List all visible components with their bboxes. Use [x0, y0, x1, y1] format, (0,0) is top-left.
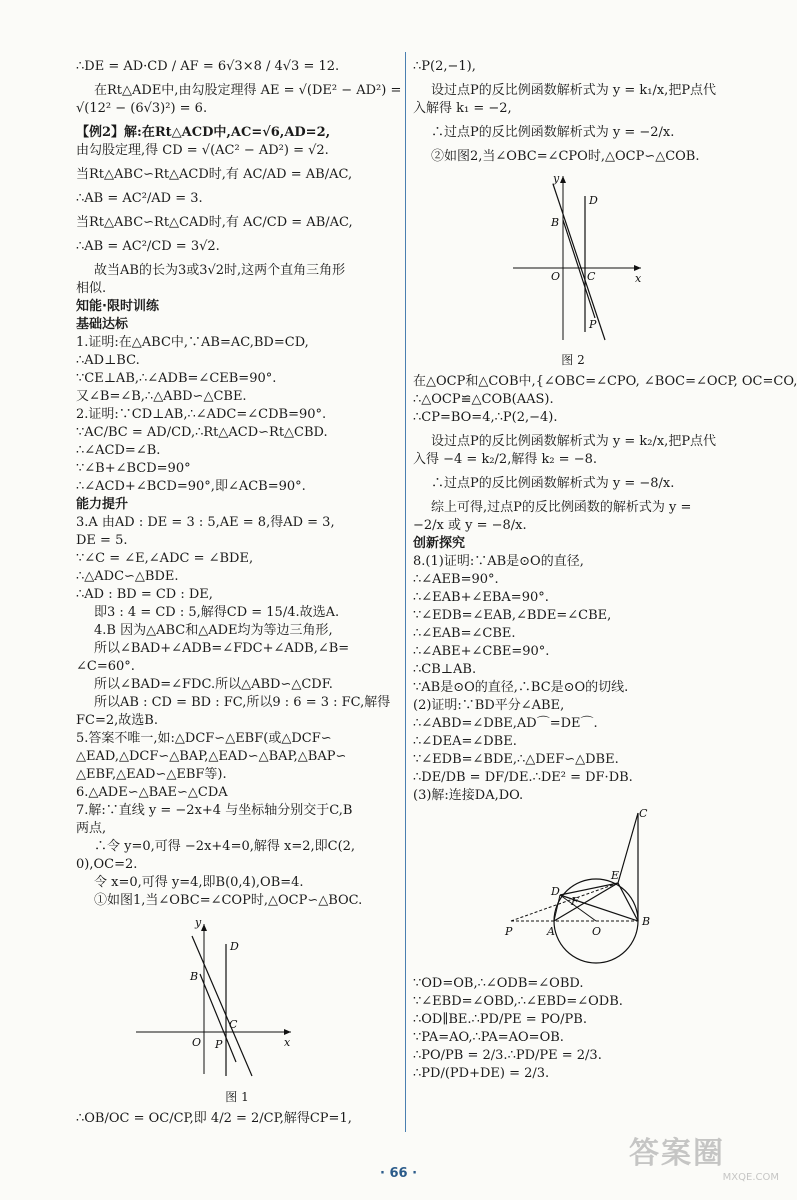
figure-2: [413, 170, 733, 369]
text-line: ①如图1,当∠OBC=∠COP时,△OCP∽△BOC.: [94, 893, 363, 908]
text-line: ∴△OCP≌△COB(AAS).: [413, 392, 554, 407]
text-line: 当Rt△ABC∽Rt△ACD时,有 AC/AD = AB/AC,: [76, 167, 353, 182]
figure-1-diagram: [76, 914, 398, 1082]
text-line: ∴CP=BO=4,∴P(2,−4).: [413, 410, 558, 425]
fig1-label-p: P: [215, 1038, 223, 1051]
text-line: ∵∠C = ∠E,∠ADC = ∠BDE,: [76, 551, 254, 566]
text-line: 在Rt△ADE中,由勾股定理得 AE = √(DE² − AD²) =: [94, 83, 402, 98]
text-line: 所以∠BAD=∠FDC.所以△ABD∽△CDF.: [94, 677, 333, 692]
text-line: ∴△ADC∽△BDE.: [76, 569, 179, 584]
text-line: ∴∠ACD=∠B.: [76, 443, 161, 458]
section-heading: 知能·限时训练: [76, 299, 159, 314]
column-divider: [405, 52, 406, 1132]
text-line: ∴PO/PB = 2/3.∴PD/PE = 2/3.: [413, 1048, 602, 1063]
text-line: 入解得 k₁ = −2,: [413, 101, 512, 116]
text-line: 综上可得,过点P的反比例函数的解析式为 y =: [431, 500, 692, 515]
text-line: ∴OD∥BE.∴PD/PE = PO/PB.: [413, 1012, 587, 1027]
text-line: 2.证明:∵CD⊥AB,∴∠ADC=∠CDB=90°.: [76, 407, 327, 422]
text-line: ∴P(2,−1),: [413, 59, 476, 74]
fig1-label-d: D: [230, 940, 239, 953]
text-line: 所以∠BAD+∠ADB=∠FDC+∠ADB,∠B=: [94, 641, 350, 656]
text-line: DE = 5.: [76, 533, 128, 548]
fig3-label-o: O: [592, 925, 602, 938]
fig1-label-y: y: [195, 916, 202, 929]
text-line: ∵CE⊥AB,∴∠ADB=∠CEB=90°.: [76, 371, 277, 386]
text-line: 入得 −4 = k₂/2,解得 k₂ = −8.: [413, 452, 597, 467]
text-line: ∵∠EDB=∠EAB,∠BDE=∠CBE,: [413, 608, 612, 623]
fig2-label-p: P: [589, 318, 597, 331]
text-line: ∵OD=OB,∴∠ODB=∠OBD.: [413, 976, 584, 991]
fig2-label-y: y: [553, 172, 560, 185]
text-line: FC=2,故选B.: [76, 713, 158, 728]
fig3-label-e: E: [611, 869, 620, 882]
text-line: 在△OCP和△COB中,{∠OBC=∠CPO, ∠BOC=∠OCP, OC=CO,: [413, 374, 797, 389]
text-line: ∴PD/(PD+DE) = 2/3.: [413, 1066, 550, 1081]
text-line: 1.证明:在△ABC中,∵AB=AC,BD=CD,: [76, 335, 309, 350]
watermark-mark: 答案圈: [629, 1136, 725, 1171]
figure-3: [413, 809, 733, 971]
text-line: ∵AC/BC = AD/CD,∴Rt△ACD∽Rt△CBD.: [76, 425, 328, 440]
text-line: ∴过点P的反比例函数解析式为 y = −2/x.: [431, 125, 675, 140]
text-line: 两点,: [76, 821, 107, 836]
text-line: 令 x=0,可得 y=4,即B(0,4),OB=4.: [94, 875, 304, 890]
text-line: ∴∠EAB+∠EBA=90°.: [413, 590, 549, 605]
fig1-label-o: O: [192, 1036, 202, 1049]
text-line: 0),OC=2.: [76, 857, 138, 872]
text-line: ∠C=60°.: [76, 659, 135, 674]
right-column: [413, 58, 797, 1083]
figure-3-diagram: [413, 809, 733, 965]
text-line: 故当AB的长为3或3√2时,这两个直角三角形: [94, 263, 346, 278]
example-heading: 【例2】解:在Rt△ACD中,AC=√6,AD=2,: [76, 125, 331, 140]
fig2-label-b: B: [551, 216, 560, 229]
text-line: 当Rt△ABC∽Rt△CAD时,有 AC/CD = AB/AC,: [76, 215, 353, 230]
figure-1: [76, 914, 398, 1106]
text-line: ∴∠AEB=90°.: [413, 572, 499, 587]
text-line: 6.△ADE∽△BAE∽△CDA: [76, 785, 228, 800]
text-line: 由勾股定理,得 CD = √(AC² − AD²) = √2.: [76, 143, 329, 158]
text-line: ∵∠EDB=∠BDE,∴△DEF∽△DBE.: [413, 752, 619, 767]
text-line: △EAD,△DCF∽△BAP,△EAD∽△BAP,△BAP∽: [76, 749, 347, 764]
text-line: ∵AB是⊙O的直径,∴BC是⊙O的切线.: [413, 680, 629, 695]
text-line: (2)证明:∵BD平分∠ABE,: [413, 698, 565, 713]
figure-2-diagram: [413, 170, 733, 345]
text-line: ∴AD⊥BC.: [76, 353, 140, 368]
text-line: 设过点P的反比例函数解析式为 y = k₁/x,把P点代: [431, 83, 717, 98]
text-line: ∴∠EAB=∠CBE.: [413, 626, 516, 641]
text-line: ∴AB = AC²/CD = 3√2.: [76, 239, 220, 254]
text-line: ∴∠DEA=∠DBE.: [413, 734, 517, 749]
fig1-label-b: B: [190, 970, 199, 983]
text-line: 所以AB : CD = BD : FC,所以9 : 6 = 3 : FC,解得: [94, 695, 391, 710]
text-line: ∴OB/OC = OC/CP,即 4/2 = 2/CP,解得CP=1,: [76, 1111, 352, 1126]
text-line: ∴DE/DB = DF/DE.∴DE² = DF·DB.: [413, 770, 633, 785]
figure-2-caption: 图 2: [561, 353, 585, 367]
text-line: ∴AB = AC²/AD = 3.: [76, 191, 203, 206]
text-line: 4.B 因为△ABC和△ADE均为等边三角形,: [94, 623, 333, 638]
text-line: 7.解:∵直线 y = −2x+4 与坐标轴分别交于C,B: [76, 803, 353, 818]
text-line: 又∠B=∠B,∴△ABD∽△CBE.: [76, 389, 247, 404]
fig3-label-b: B: [642, 915, 651, 928]
text-line: ∴过点P的反比例函数解析式为 y = −8/x.: [431, 476, 675, 491]
text-line: 3.A 由AD : DE = 3 : 5,AE = 8,得AD = 3,: [76, 515, 335, 530]
text-line: ∴AD : BD = CD : DE,: [76, 587, 213, 602]
page-number: · 66 ·: [379, 1166, 418, 1181]
fig3-label-c: C: [639, 807, 648, 820]
fig2-label-x: x: [635, 272, 642, 285]
text-line: ∴∠ACD+∠BCD=90°,即∠ACB=90°.: [76, 479, 306, 494]
fig3-label-a: A: [547, 925, 555, 938]
fig2-label-o: O: [551, 270, 561, 283]
text-line: △EBF,△EAD∽△EBF等).: [76, 767, 227, 782]
text-line: ②如图2,当∠OBC=∠CPO时,△OCP∽△COB.: [431, 149, 700, 164]
fig3-label-d: D: [551, 885, 560, 898]
text-line: ∴∠ABD=∠DBE,AD⌒=DE⌒.: [413, 716, 598, 731]
fig2-label-c: C: [587, 270, 596, 283]
subsection-heading: 基础达标: [76, 317, 129, 332]
text-line: ∵∠B+∠BCD=90°: [76, 461, 191, 476]
figure-1-caption: 图 1: [225, 1090, 249, 1104]
text-line: −2/x 或 y = −8/x.: [413, 518, 527, 533]
text-line: √(12² − (6√3)²) = 6.: [76, 101, 208, 116]
text-line: 5.答案不唯一,如:△DCF∽△EBF(或△DCF∽: [76, 731, 332, 746]
text-line: 设过点P的反比例函数解析式为 y = k₂/x,把P点代: [431, 434, 717, 449]
text-line: ∵∠EBD=∠OBD,∴∠EBD=∠ODB.: [413, 994, 623, 1009]
fig3-label-f: F: [571, 895, 579, 908]
text-line: ∵PA=AO,∴PA=AO=OB.: [413, 1030, 564, 1045]
text-line: ∴DE = AD·CD / AF = 6√3×8 / 4√3 = 12.: [76, 59, 340, 74]
fig1-label-c: C: [229, 1018, 238, 1031]
fig1-label-x: x: [284, 1036, 291, 1049]
text-line: ∴∠ABE+∠CBE=90°.: [413, 644, 550, 659]
fig3-label-p: P: [505, 925, 513, 938]
watermark-logo: [629, 1128, 779, 1186]
text-line: 即3 : 4 = CD : 5,解得CD = 15/4.故选A.: [94, 605, 340, 620]
text-line: 相似.: [76, 281, 107, 296]
subsection-heading: 能力提升: [76, 497, 129, 512]
subsection-heading: 创新探究: [413, 536, 466, 551]
text-line: ∴CB⊥AB.: [413, 662, 477, 677]
left-column: [76, 58, 402, 1128]
fig2-label-d: D: [589, 194, 598, 207]
text-line: (3)解:连接DA,DO.: [413, 788, 524, 803]
text-line: 8.(1)证明:∵AB是⊙O的直径,: [413, 554, 584, 569]
text-line: ∴令 y=0,可得 −2x+4=0,解得 x=2,即C(2,: [94, 839, 356, 854]
watermark-site: MXQE.COM: [722, 1172, 779, 1183]
